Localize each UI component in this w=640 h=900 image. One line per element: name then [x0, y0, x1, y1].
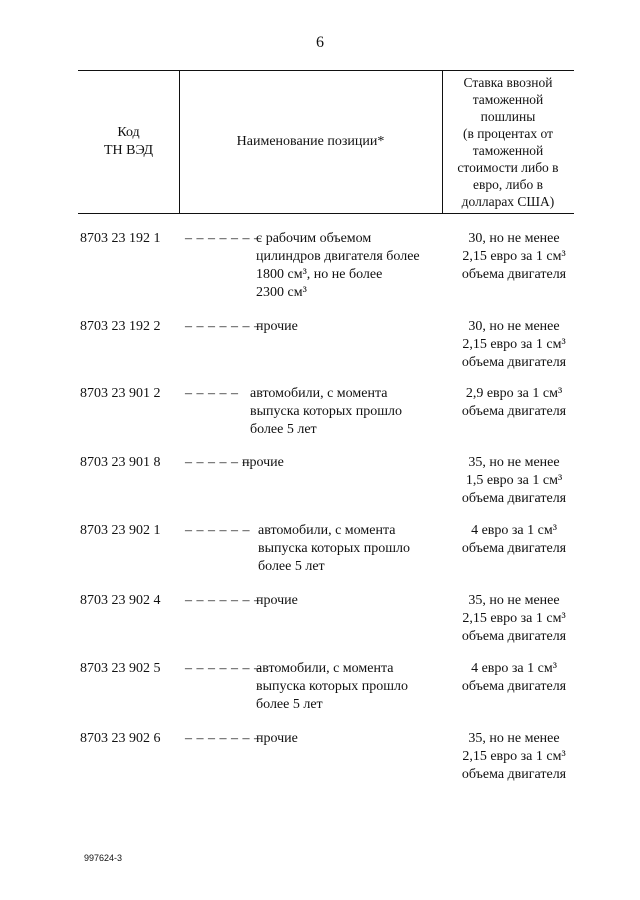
- header-rate-line: стоимости либо в: [457, 160, 559, 175]
- description-line: 1800 см³, но не более: [256, 267, 383, 282]
- rate-line: 2,9 евро за 1 см³: [465, 386, 563, 401]
- description-line: более 5 лет: [250, 422, 317, 437]
- rate-line: 30, но не менее: [468, 319, 560, 334]
- description-line: выпуска которых прошло: [250, 404, 403, 419]
- row-code: 8703 23 902 4: [80, 593, 161, 608]
- row-dashes: – – – – –: [185, 386, 239, 401]
- rate-line: 4 евро за 1 см³: [471, 523, 557, 538]
- rate-line: 35, но не менее: [468, 731, 560, 746]
- row-code: 8703 23 902 5: [80, 661, 161, 676]
- row-code: 8703 23 902 6: [80, 731, 161, 746]
- description-line: прочие: [256, 593, 298, 608]
- description-line: 2300 см³: [256, 285, 307, 300]
- row-dashes: – – – – – – –: [185, 231, 262, 246]
- table-header: [78, 70, 574, 214]
- rate-line: 2,15 евро за 1 см³: [462, 749, 566, 764]
- row-rate: [448, 385, 580, 421]
- header-rate-line: пошлины: [480, 109, 536, 124]
- rate-line: 2,15 евро за 1 см³: [462, 249, 566, 264]
- header-rate-line: (в процентах от: [462, 126, 554, 141]
- row-dashes: – – – – – –: [185, 523, 250, 538]
- row-rate: [448, 522, 580, 558]
- header-rate-line: таможенной: [472, 92, 544, 107]
- row-code: 8703 23 901 2: [80, 386, 161, 401]
- rate-line: объема двигателя: [461, 267, 567, 282]
- rate-line: 2,15 евро за 1 см³: [462, 611, 566, 626]
- row-rate: [448, 230, 580, 284]
- rate-line: объема двигателя: [461, 629, 567, 644]
- row-rate: [448, 660, 580, 696]
- row-rate: [448, 318, 580, 372]
- header-rate: [442, 71, 574, 213]
- row-dashes: – – – – – – –: [185, 661, 262, 676]
- row-description: [258, 522, 438, 576]
- row-rate: [448, 730, 580, 784]
- row-dashes: – – – – – – –: [185, 593, 262, 608]
- rate-line: объема двигателя: [461, 355, 567, 370]
- description-line: более 5 лет: [256, 697, 323, 712]
- rate-line: 35, но не менее: [468, 593, 560, 608]
- header-rate-line: таможенной: [472, 143, 544, 158]
- row-description: [256, 318, 436, 336]
- rate-line: 35, но не менее: [468, 455, 560, 470]
- row-description: [256, 592, 436, 610]
- row-description: [242, 454, 422, 472]
- description-line: выпуска которых прошло: [256, 679, 409, 694]
- header-code-line: ТН ВЭД: [103, 143, 154, 158]
- header-rate-line: Ставка ввозной: [463, 75, 553, 90]
- row-description: [250, 385, 430, 439]
- header-code: [78, 71, 179, 213]
- row-dashes: – – – – – – –: [185, 319, 262, 334]
- rate-line: 2,15 евро за 1 см³: [462, 337, 566, 352]
- rate-line: 1,5 евро за 1 см³: [465, 473, 563, 488]
- header-code-line: Код: [117, 125, 140, 140]
- header-rate-line: евро, либо в: [473, 177, 543, 192]
- rate-line: объема двигателя: [461, 541, 567, 556]
- row-description: [256, 730, 436, 748]
- description-line: прочие: [256, 731, 298, 746]
- document-footer-code: 997624-3: [84, 853, 123, 863]
- description-line: прочие: [256, 319, 298, 334]
- header-rate-line: долларах США): [461, 194, 555, 209]
- rate-line: объема двигателя: [461, 491, 567, 506]
- rate-line: 30, но не менее: [468, 231, 560, 246]
- row-dashes: – – – – – –: [185, 455, 250, 470]
- row-code: 8703 23 902 1: [80, 523, 161, 538]
- row-code: 8703 23 192 1: [80, 231, 161, 246]
- description-line: выпуска которых прошло: [258, 541, 411, 556]
- row-rate: [448, 592, 580, 646]
- row-description: [256, 230, 436, 302]
- row-code: 8703 23 192 2: [80, 319, 161, 334]
- rate-line: объема двигателя: [461, 404, 567, 419]
- row-code: 8703 23 901 8: [80, 455, 161, 470]
- rate-line: объема двигателя: [461, 767, 567, 782]
- row-description: [256, 660, 436, 714]
- page-number: 6: [316, 34, 324, 51]
- description-line: автомобили, с момента: [256, 661, 394, 676]
- description-line: с рабочим объемом: [256, 231, 372, 246]
- description-line: автомобили, с момента: [258, 523, 396, 538]
- description-line: цилиндров двигателя более: [256, 249, 420, 264]
- row-dashes: – – – – – – –: [185, 731, 262, 746]
- header-name: Наименование позиции*: [236, 134, 385, 149]
- rate-line: объема двигателя: [461, 679, 567, 694]
- rate-line: 4 евро за 1 см³: [471, 661, 557, 676]
- description-line: автомобили, с момента: [250, 386, 388, 401]
- row-rate: [448, 454, 580, 508]
- description-line: более 5 лет: [258, 559, 325, 574]
- description-line: прочие: [242, 455, 284, 470]
